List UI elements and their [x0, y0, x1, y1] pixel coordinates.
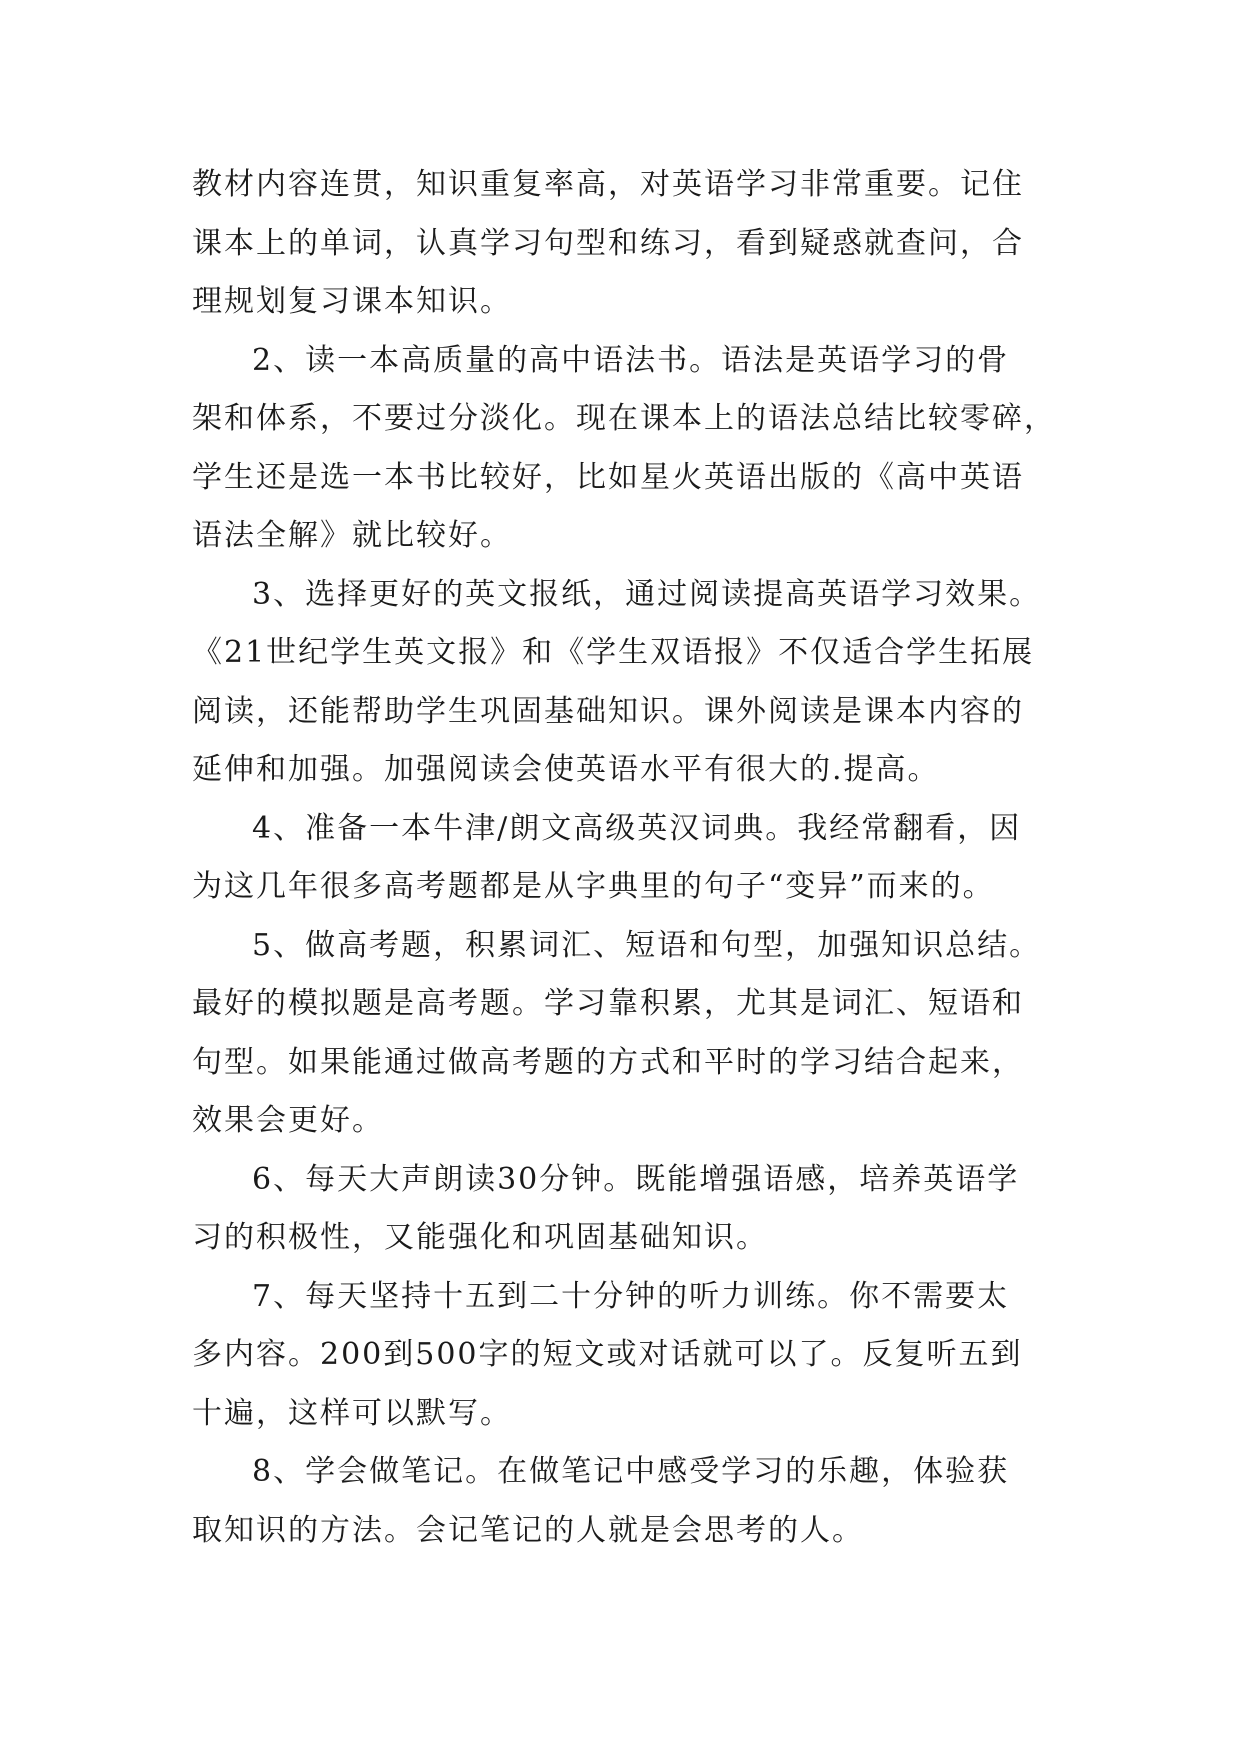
paragraph-8 [192, 1443, 1092, 1560]
paragraph-line: 十遍，这样可以默写。 [192, 1395, 512, 1431]
paragraph-7 [192, 1268, 1092, 1444]
paragraph-line: 取知识的方法。会记笔记的人就是会思考的人。 [192, 1512, 864, 1548]
paragraph-line: 教材内容连贯，知识重复率高，对英语学习非常重要。记住 [192, 167, 1024, 202]
paragraph-line: 课本上的单词，认真学习句型和练习，看到疑惑就查问，合 [192, 225, 1024, 261]
paragraph-4 [192, 800, 1092, 917]
paragraph-5 [192, 917, 1092, 1151]
paragraph-line: 习的积极性，又能强化和巩固基础知识。 [192, 1220, 768, 1255]
paragraph-6 [192, 1151, 1092, 1268]
paragraph-line: 最好的模拟题是高考题。学习靠积累，尤其是词汇、短语和 [192, 986, 1024, 1021]
paragraph-2 [192, 332, 1092, 566]
paragraph-line: 句型。如果能通过做高考题的方式和平时的学习结合起来， [192, 1044, 1024, 1080]
paragraph-line: 6、每天大声朗读30分钟。既能增强语感，培养英语学 [252, 1161, 1020, 1197]
paragraph-line: 《21世纪学生英文报》和《学生双语报》不仅适合学生拓展 [192, 635, 1035, 670]
paragraph-line: 3、选择更好的英文报纸，通过阅读提高英语学习效果。 [252, 576, 1042, 612]
paragraph-line: 语法全解》就比较好。 [192, 518, 512, 553]
paragraph-line: 架和体系，不要过分淡化。现在课本上的语法总结比较零碎， [192, 401, 1056, 436]
paragraph-line: 多内容。200到500字的短文或对话就可以了。反复听五到 [192, 1337, 1023, 1372]
paragraph-line: 为这几年很多高考题都是从字典里的句子“变异”而来的。 [192, 869, 995, 904]
paragraph-line: 效果会更好。 [192, 1103, 384, 1138]
paragraph-line: 4、准备一本牛津/朗文高级英汉词典。我经常翻看，因 [252, 810, 1022, 846]
paragraph-line: 延伸和加强。加强阅读会使英语水平有很大的.提高。 [192, 752, 940, 787]
paragraph-3 [192, 566, 1092, 800]
paragraph-line: 阅读，还能帮助学生巩固基础知识。课外阅读是课本内容的 [192, 693, 1024, 729]
document-body [192, 156, 1092, 1560]
paragraph-line: 2、读一本高质量的高中语法书。语法是英语学习的骨 [252, 342, 1010, 378]
paragraph-line: 8、学会做笔记。在做笔记中感受学习的乐趣，体验获 [252, 1454, 1010, 1489]
paragraph-line: 理规划复习课本知识。 [192, 284, 512, 319]
paragraph-1 [192, 156, 1092, 332]
paragraph-line: 学生还是选一本书比较好，比如星火英语出版的《高中英语 [192, 459, 1024, 495]
paragraph-line: 5、做高考题，积累词汇、短语和句型，加强知识总结。 [252, 927, 1042, 963]
paragraph-line: 7、每天坚持十五到二十分钟的听力训练。你不需要太 [252, 1278, 1010, 1314]
